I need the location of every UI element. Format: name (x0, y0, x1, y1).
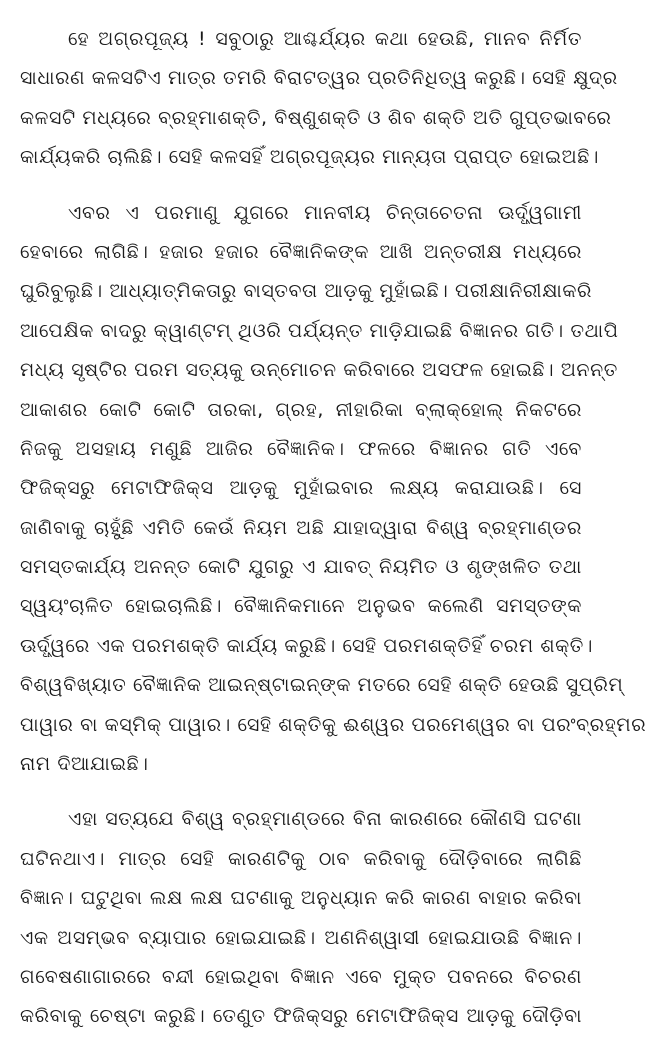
text-line: ପାୱାର ବା କସ୍‌ମିକ୍ ପାୱାର। ସେହି ଶକ୍ତିକୁ ଈଶ୍ୱର ପରମେଶ୍ୱର ବା ପରଂବ୍ରହ୍ମର (20, 713, 646, 736)
text-line: ବିଶ୍ୱବିଖ୍ୟାତ ବୈଜ୍ଞାନିକ ଆଇନ୍‌ଷ୍ଟାଇନ୍‌ଙ୍କ ମତରେ ସେହି ଶକ୍ତି ହେଉଛି ସୁପ୍ରିମ୍ (20, 674, 624, 697)
text-line: କାର୍ଯ୍ୟକରି ଚାଲିଛି। ସେହି କଳସହିଁ ଅଗ୍ରପୂଜ୍ୟର ମାନ୍ୟତା ପ୍ରାପ୍ତ ହୋଇଅଛି। (20, 146, 600, 169)
text-line: ଆପେକ୍ଷିକ ବାଦରୁ କ୍ୱାଣ୍ଟମ୍ ଥିଓରି ପର୍ଯ୍ୟନ୍ତ ମାଡ଼ିଯାଇଛି ବିଜ୍ଞାନର ଗତି। ତଥାପି (20, 319, 619, 342)
text-line: ହେ ଅଗ୍ରପୂଜ୍ୟ ! ସବୁଠାରୁ ଆଶ୍ଚର୍ଯ୍ୟର କଥା ହେଉଛି, ମାନବ ନିର୍ମିତ (68, 28, 582, 50)
paragraph-1 (20, 20, 618, 178)
text-line: କଳସଟି ମଧ୍ୟରେ ବ୍ରହ୍ମାଶକ୍ତି, ବିଷ୍ଣୁଶକ୍ତି ଓ ଶିବ ଶକ୍ତି ଅତି ଗୁପ୍ତଭାବରେ (20, 106, 612, 129)
paragraph-3 (20, 800, 582, 1036)
text-line: ଏବର ଏ ପରମାଣୁ ଯୁଗରେ ମାନବୀୟ ଚିନ୍ତାଚେତନା ଊର୍ଦ୍ଧ୍ୱଗାମୀ (68, 201, 582, 224)
text-line: ସାଧାରଣ କଳସଟିଏ ମାତ୍ର ତମରି ବିରାଟତ୍ୱର ପ୍ରତିନିଧିତ୍ୱ କରୁଛି। ସେହି କ୍ଷୁଦ୍ର (20, 67, 618, 90)
text-line: ଗବେଷଣାଗାରରେ ବନ୍ଦୀ ହୋଇଥିବା ବିଜ୍ଞାନ ଏବେ ମୁକ୍ତ ପବନରେ ବିଚରଣ (20, 965, 582, 988)
text-line: କରିବାକୁ ଚେଷ୍ଟା କରୁଛି। ତେଣୁତ ଫିଜିକ୍‌ସରୁ ମେଟାଫିଜିକ୍‌ସ ଆଡ଼କୁ ଦୌଡ଼ିବା (20, 1005, 582, 1028)
paragraph-gap (20, 178, 582, 194)
text-line: ଏକ ଅସମ୍ଭବ ବ୍ୟାପାର ହୋଇଯାଇଛି। ଅଣନିଶ୍ୱାସୀ ହୋଇଯାଉଛି ବିଜ୍ଞାନ। (20, 926, 582, 949)
text-line: ଘଟିନଥାଏ। ମାତ୍ର ସେହି କାରଣଟିକୁ ଠାବ କରିବାକୁ ଦୌଡ଼ିବାରେ ଲାଗିଛି (20, 847, 582, 870)
paragraph-gap (20, 784, 582, 800)
text-line: ନିଜକୁ ଅସହାୟ ମଣୁଛି ଆଜିର ବୈଜ୍ଞାନିକ। ଫଳରେ ବିଜ୍ଞାନର ଗତି ଏବେ (20, 437, 582, 460)
text-line: ଊର୍ଦ୍ଧ୍ୱରେ ଏକ ପରମଶକ୍ତି କାର୍ଯ୍ୟ କରୁଛି। ସେହି ପରମଶକ୍ତିହିଁ ଚରମ ଶକ୍ତି। (20, 634, 594, 657)
text-line: ଜାଣିବାକୁ ଚାହୁଁଛି ଏମିତି କେଉଁ ନିୟମ ଅଛି ଯାହାଦ୍ୱାରା ବିଶ୍ୱ ବ୍ରହ୍ମାଣ୍ଡର (20, 516, 582, 539)
text-line: ହେବାରେ ଲାଗିଛି। ହଜାର ହଜାର ବୈଜ୍ଞାନିକଙ୍କ ଆଖି ଅନ୍ତରୀକ୍ଷ ମଧ୍ୟରେ (20, 240, 582, 263)
text-line: ମଧ୍ୟ ସୃଷ୍ଟିର ପରମ ସତ୍ୟକୁ ଉନ୍ମୋଚନ କରିବାରେ ଅସଫଳ ହୋଇଛି। ଅନନ୍ତ (20, 359, 618, 382)
text-line: ନାମ ଦିଆଯାଇଛି। (20, 753, 149, 776)
text-line: ସମସ୍ତକାର୍ଯ୍ୟ ଅନନ୍ତ କୋଟି ଯୁଗରୁ ଏ ଯାବତ୍ ନିୟମିତ ଓ ଶୃଙ୍ଖଳିତ ତଥା (20, 556, 582, 579)
paragraph-2 (20, 194, 646, 785)
text-line: ଆକାଶର କୋଟି କୋଟି ତାରକା, ଗ୍ରହ, ନୀହାରିକା ବ୍ଲାକ୍‌ହୋଲ୍ ନିକଟରେ (20, 398, 582, 421)
text-line: ବିଜ୍ଞାନ। ଘଟୁଥିବା ଲକ୍ଷ ଲକ୍ଷ ଘଟଣାକୁ ଅନୁଧ୍ୟାନ କରି କାରଣ ବାହାର କରିବା (20, 887, 582, 910)
text-line: ଫିଜିକ୍‌ସରୁ ମେଟାଫିଜିକ୍‌ସ ଆଡ଼କୁ ମୁହାଁଇବାର ଲକ୍ଷ୍ୟ କରାଯାଉଛି। ସେ (20, 477, 582, 500)
text-line: ଘୁରିବୁଲୁଛି। ଆଧ୍ୟାତ୍ମିକତାରୁ ବାସ୍ତବତା ଆଡ଼କୁ ମୁହାଁଇଛି। ପରୀକ୍ଷାନିରୀକ୍ଷାକରି (20, 280, 593, 303)
text-line: ସ୍ୱୟଂଚାଳିତ ହୋଇଚାଲିଛି। ବୈଜ୍ଞାନିକମାନେ ଅନୁଭବ କଲେଣି ସମସ୍ତଙ୍କ (20, 595, 582, 618)
text-line: ଏହା ସତ୍ୟଯେ ବିଶ୍ୱ ବ୍ରହ୍ମାଣ୍ଡରେ ବିନା କାରଣରେ କୌଣସି ଘଟଣା (68, 808, 582, 831)
